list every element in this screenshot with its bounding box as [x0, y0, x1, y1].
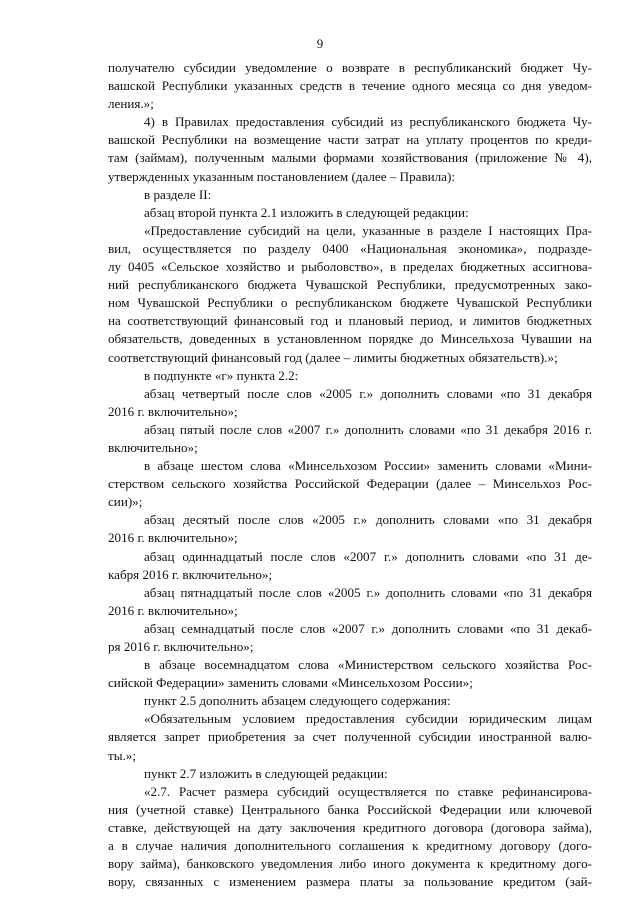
paragraph: [108, 692, 592, 710]
paragraph: [108, 710, 592, 764]
document-body: [108, 59, 592, 891]
paragraph: [108, 457, 592, 511]
text-line: в абзаце шестом слова «Минсельхозом России» заменить словами «Мини-: [144, 458, 592, 474]
text-line: сии)»;: [108, 494, 143, 510]
text-line: вору, связанных с изменением размера платы за пользование кредитом (зай-: [108, 874, 592, 890]
paragraph: [108, 113, 592, 185]
text-line: абзац семнадцатый после слов «2007 г.» дополнить словами «по 31 декаб-: [144, 620, 592, 636]
text-line: 4) в Правилах предоставления субсидий из республиканского бюджета Чу-: [144, 114, 592, 130]
text-line: вору займа), банковского уведомления либо иного документа к кредитному дого-: [108, 856, 592, 872]
text-line: «2.7. Расчет размера субсидий осуществляется по ставке рефинансирова-: [144, 783, 592, 799]
text-line: «Обязательным условием предоставления субсидии юридическим лицам: [144, 711, 592, 727]
text-line: лу 0405 «Сельское хозяйство и рыболовство», в пределах бюджетных ассигнова-: [108, 259, 592, 275]
paragraph: [108, 656, 592, 692]
text-line: является запрет приобретения за счет полученной субсидии иностранной валю-: [108, 729, 592, 745]
text-line: сийской Федерации» заменить словами «Минсельхозом России»;: [108, 675, 473, 691]
paragraph: [108, 548, 592, 584]
text-line: получателю субсидии уведомление о возврате в республиканский бюджет Чу-: [108, 60, 592, 75]
paragraph: [108, 421, 592, 457]
text-line: абзац четвертый после слов «2005 г.» дополнить словами «по 31 декабря: [144, 385, 592, 401]
text-line: 2016 г. включительно»;: [108, 403, 238, 419]
text-line: пункт 2.7 изложить в следующей редакции:: [144, 765, 388, 781]
text-line: «Предоставление субсидий на цели, указанные в разделе I настоящих Пра-: [144, 222, 592, 238]
text-line: ний республиканского бюджета Чувашской Республики, предусмотренных зако-: [108, 277, 592, 293]
text-line: в подпункте «г» пункта 2.2:: [144, 367, 299, 383]
text-line: в разделе II:: [144, 186, 212, 202]
text-line: а в случае наличия дополнительного соглашения к кредитному договору (дого-: [108, 838, 592, 854]
text-line: на соответствующий финансовый год и плановый период, и лимитов бюджетных: [108, 313, 592, 329]
text-line: абзац второй пункта 2.1 изложить в следующей редакции:: [144, 204, 469, 220]
paragraph: [108, 620, 592, 656]
paragraph: [108, 204, 592, 222]
text-line: ния (учетной ставке) Центрального банка Российской Федерации или ключевой: [108, 801, 592, 817]
paragraph: [108, 765, 592, 783]
paragraph: [108, 186, 592, 204]
text-line: обязательств, доведенных в установленном порядке до Минсельхоза Чувашии на: [108, 331, 592, 347]
paragraph: [108, 511, 592, 547]
text-line: вашской Республики на возмещение части затрат на уплату процентов по креди-: [108, 132, 592, 148]
text-line: абзац пятый после слов «2007 г.» дополнить словами «по 31 декабря 2016 г.: [144, 421, 592, 437]
page-number: 9: [316, 36, 324, 51]
text-line: вашской Республики указанных средств в течение одного месяца со дня уведом-: [108, 78, 592, 94]
text-line: ления.»;: [108, 96, 154, 112]
text-line: абзац одиннадцатый после слов «2007 г.» дополнить словами «по 31 де-: [144, 548, 592, 564]
text-line: абзац десятый после слов «2005 г.» дополнить словами «по 31 декабря: [144, 512, 592, 528]
text-line: утвержденных указанным постановлением (далее – Правила):: [108, 168, 455, 184]
text-line: абзац пятнадцатый после слов «2005 г.» дополнить словами «по 31 декабря: [144, 584, 592, 600]
text-line: вил, осуществляется по разделу 0400 «Национальная экономика», подразде-: [108, 240, 592, 256]
paragraph: [108, 59, 592, 113]
text-line: ном Чувашской Республики о республиканском бюджете Чувашской Республики: [108, 295, 592, 311]
paragraph: [108, 584, 592, 620]
text-line: пункт 2.5 дополнить абзацем следующего содержания:: [144, 693, 451, 709]
paragraph: [108, 385, 592, 421]
text-line: там (займам), полученным малыми формами хозяйствования (приложение № 4),: [108, 150, 592, 166]
text-line: ря 2016 г. включительно»;: [108, 639, 254, 654]
text-line: включительно»;: [108, 439, 198, 455]
text-line: в абзаце восемнадцатом слова «Министерством сельского хозяйства Рос-: [144, 657, 592, 673]
text-line: соответствующий финансовый год (далее – лимиты бюджетных обязательств).»;: [108, 349, 558, 365]
text-line: ты.»;: [108, 747, 136, 763]
paragraph: [108, 783, 592, 892]
paragraph: [108, 367, 592, 385]
text-line: стерством сельского хозяйства Российской Федерации (далее – Минсельхоз Рос-: [108, 476, 592, 492]
paragraph: [108, 222, 592, 367]
text-line: ставке, действующей на дату заключения кредитного договора (договора займа),: [108, 819, 592, 835]
text-line: 2016 г. включительно»;: [108, 530, 238, 546]
text-line: кабря 2016 г. включительно»;: [108, 566, 273, 582]
text-line: 2016 г. включительно»;: [108, 602, 238, 618]
